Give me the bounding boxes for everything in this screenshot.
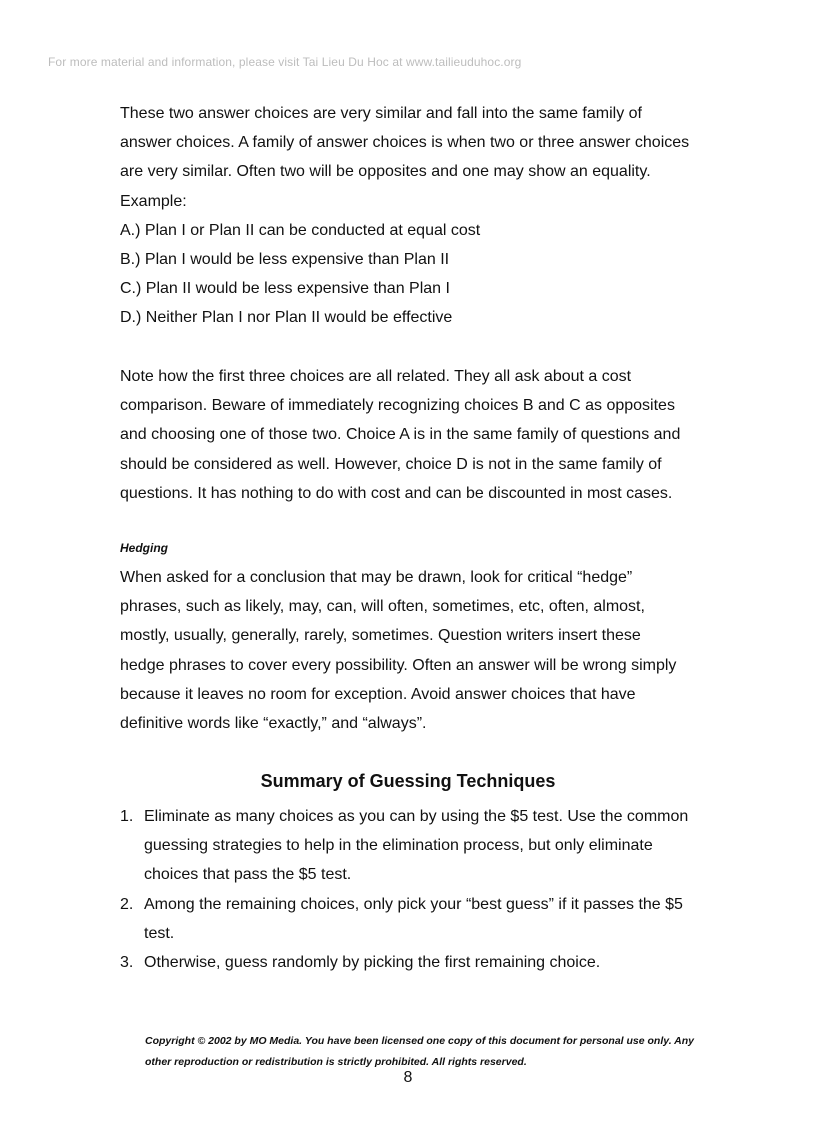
copyright-notice — [145, 1031, 725, 1073]
text-line: questions. It has nothing to do with cost and can be discounted in most cases. — [120, 484, 673, 502]
list-number: 1. — [120, 808, 134, 825]
text-line: because it leaves no room for exception. Avoid answer choices that have — [120, 685, 636, 703]
text-line: phrases, such as likely, may, can, will often, sometimes, etc, often, almost, — [120, 598, 645, 616]
text-line: Note how the first three choices are all related. They all ask about a cost — [120, 368, 632, 385]
text-line: and choosing one of those two. Choice A is in the same family of questions and — [120, 426, 681, 444]
summary-title: Summary of Guessing Techniques — [260, 771, 556, 791]
text-line: Eliminate as many choices as you can by using the $5 test. Use the common — [144, 808, 689, 825]
example-choice-a: A.) Plan I or Plan II can be conducted at equal cost — [120, 221, 481, 239]
text-line: When asked for a conclusion that may be drawn, look for critical “hedge” — [120, 569, 633, 586]
text-line: guessing strategies to help in the elimination process, but only eliminate — [144, 837, 653, 855]
text-line: Copyright © 2002 by MO Media. You have been licensed one copy of this document for personal use only. Any — [145, 1035, 694, 1047]
list-item-text — [144, 948, 700, 977]
text-line: choices that pass the $5 test. — [144, 866, 352, 884]
note-paragraph — [120, 362, 720, 508]
text-line: These two answer choices are very similar and fall into the same family of — [120, 105, 642, 122]
watermark-text: For more material and information, please visit Tai Lieu Du Hoc at www.tailieuduhoc.org — [48, 55, 522, 69]
text-line: Otherwise, guess randomly by picking the first remaining choice. — [144, 954, 601, 972]
hedging-heading: Hedging — [120, 541, 168, 555]
text-line: Example: — [120, 192, 187, 210]
list-item — [120, 948, 700, 977]
example-choice-d: D.) Neither Plan I nor Plan II would be effective — [120, 309, 453, 327]
example-choice-c: C.) Plan II would be less expensive than Plan I — [120, 280, 450, 298]
list-item-text — [144, 802, 700, 890]
list-number: 3. — [120, 954, 134, 972]
list-item — [120, 802, 700, 890]
page-number: 8 — [403, 1069, 413, 1086]
example-choice-b: B.) Plan I would be less expensive than Plan II — [120, 251, 450, 269]
text-line: other reproduction or redistribution is strictly prohibited. All rights reserved. — [145, 1056, 527, 1068]
summary-list — [120, 802, 700, 977]
list-item-text — [144, 890, 700, 948]
text-line: are very similar. Often two will be opposites and one may show an equality. — [120, 163, 651, 181]
intro-paragraph — [120, 99, 720, 333]
text-line: comparison. Beware of immediately recognizing choices B and C as opposites — [120, 397, 675, 415]
text-line: test. — [144, 924, 175, 942]
text-line: should be considered as well. However, choice D is not in the same family of — [120, 455, 662, 473]
text-line: definitive words like “exactly,” and “always”. — [120, 715, 427, 733]
text-line: mostly, usually, generally, rarely, sometimes. Question writers insert these — [120, 627, 641, 645]
text-line: Among the remaining choices, only pick your “best guess” if it passes the $5 — [144, 895, 683, 913]
text-line: answer choices. A family of answer choices is when two or three answer choices — [120, 134, 690, 152]
list-item — [120, 890, 700, 948]
list-number: 2. — [120, 895, 134, 913]
text-line: hedge phrases to cover every possibility. Often an answer will be wrong simply — [120, 656, 677, 674]
hedging-paragraph — [120, 563, 720, 738]
